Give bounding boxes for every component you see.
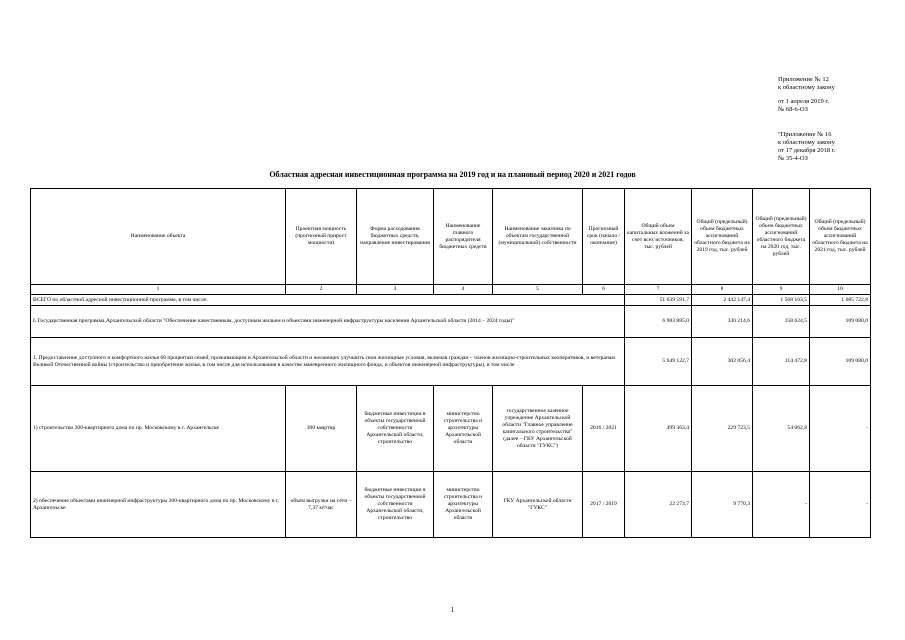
appendix-line: № 68-6-ОЗ (778, 106, 808, 113)
total-label: ВСЕГО по областной адресной инвестиционной программе, в том числе: (31, 295, 625, 306)
previous-appendix-block (778, 131, 835, 163)
total-value: 1 085 722,8 (810, 295, 871, 306)
section-row (31, 338, 871, 386)
object-value: 54 062,8 (753, 386, 810, 472)
object-value: 9 770,3 (692, 472, 753, 538)
header-cell: Общий (предельный) объем бюджетных ассигнований областного бюджета на 2019 год, тыс. рублей (692, 189, 753, 285)
column-number: 6 (583, 285, 625, 295)
object-term: 2016 / 2021 (583, 386, 625, 472)
document-title: Областная адресная инвестиционная программа на 2019 год и на плановый период 2020 и 2021 годов (269, 170, 636, 179)
section-value: 5 649 122,7 (625, 338, 692, 386)
total-value: 1 568 163,5 (753, 295, 810, 306)
investment-program-table (30, 188, 871, 538)
program-row (31, 306, 871, 338)
program-value: 336 214,6 (692, 306, 753, 338)
object-value: - (810, 472, 871, 538)
header-cell: Общий (предельный) объем бюджетных ассигнований областного бюджета на 2021 год, тыс. рублей (810, 189, 871, 285)
header-cell: Общий объем капитальных вложений за счет всех источников, тыс. рублей (625, 189, 692, 285)
object-manager: министерство строительства и архитектуры Архангельской области (434, 386, 493, 472)
column-number: 1 (31, 285, 286, 295)
object-name: 1) строительство 300-квартирного дома по пр. Московскому в г. Архангельске (31, 386, 286, 472)
header-cell: Наименование объекта (31, 189, 286, 285)
program-label: I. Государственная программа Архангельской области "Обеспечение качественным, доступным жильем и объектами инженерной инфраструктуры населения Архангельской области (2014 – 2024 годы)" (31, 306, 625, 338)
program-value: 158 624,5 (753, 306, 810, 338)
object-value: 22 273,7 (625, 472, 692, 538)
appendix-line: от 1 апреля 2019 г. (778, 98, 829, 105)
appendix-line: к областному закону (778, 84, 835, 91)
object-capacity: объем выгрузки на сети – 7,37 м³/час (286, 472, 357, 538)
object-capacity: 300 квартир (286, 386, 357, 472)
object-manager: министерство строительства и архитектуры Архангельской области (434, 472, 493, 538)
column-number: 7 (625, 285, 692, 295)
header-cell: Форма расходования бюджетных средств, направление инвестирования (357, 189, 434, 285)
object-funding-form: бюджетные инвестиции в объекты государственной собственности Архангельской области, строительство (357, 472, 434, 538)
column-number: 3 (357, 285, 434, 295)
header-cell: Прогнозный срок (начало / окончание) (583, 189, 625, 285)
appendix-block (778, 76, 835, 114)
object-row (31, 472, 871, 538)
header-cell: Проектная мощность (прогнозный прирост мощности) (286, 189, 357, 285)
program-value: 6 983 885,0 (625, 306, 692, 338)
object-customer: государственное казенное учреждение Архангельской области "Главное управление капитального строительства" (далее – ГКУ Архангельской области "ГУКС") (493, 386, 583, 472)
program-value: 109 080,0 (810, 306, 871, 338)
object-name: 2) обеспечение объектами инженерной инфраструктуры 300-квартирного дома по пр. Московскому в г. Архангельске (31, 472, 286, 538)
object-term: 2017 / 2019 (583, 472, 625, 538)
column-number: 8 (692, 285, 753, 295)
column-number: 2 (286, 285, 357, 295)
section-value: 114 472,8 (753, 338, 810, 386)
object-customer: ГКУ Архангельской области "ГУКС" (493, 472, 583, 538)
section-value: 109 080,0 (810, 338, 871, 386)
section-value: 302 056,4 (692, 338, 753, 386)
column-number: 5 (493, 285, 583, 295)
appendix-line: к областному закону (778, 139, 835, 146)
column-number: 9 (753, 285, 810, 295)
appendix-line: Приложение № 12 (778, 76, 829, 83)
object-row (31, 386, 871, 472)
total-value: 2 442 147,4 (692, 295, 753, 306)
object-value: - (753, 472, 810, 538)
appendix-line: "Приложение № 16 (778, 131, 832, 138)
column-number: 10 (810, 285, 871, 295)
object-value: 499 363,4 (625, 386, 692, 472)
object-value: 229 723,5 (692, 386, 753, 472)
object-funding-form: бюджетные инвестиции в объекты государственной собственности Архангельской области, строительство (357, 386, 434, 472)
appendix-line: от 17 декабря 2018 г. (778, 147, 836, 154)
appendix-line: № 35-4-ОЗ (778, 155, 808, 162)
column-number: 4 (434, 285, 493, 295)
section-label: 1. Предоставление доступного и комфортного жилья 60 процентам семей, проживающим в Архангельской области и желающих улучшить свои жилищные условия, включая граждан – членов жилищно-строительных кооперативов, и ветеранам Великой Отечественной войны (строительство и приобретение жилья, в том числе для использования в качестве маневренного жилищного фонда, и объектов инженерной инфраструктуры), в том числе (31, 338, 625, 386)
total-value: 51 639 591,7 (625, 295, 692, 306)
header-cell: Общий (предельный) объем бюджетных ассигнований областного бюджета на 2020 год, тыс. рублей (753, 189, 810, 285)
header-row (31, 189, 871, 285)
total-row (31, 295, 871, 306)
header-cell: Наименование заказчика по объектам государственной (муниципальной) собственности (493, 189, 583, 285)
object-value: - (810, 386, 871, 472)
page-number: 1 (450, 606, 455, 614)
column-number-row (31, 285, 871, 295)
header-cell: Наименование главного распорядителя бюджетных средств (434, 189, 493, 285)
